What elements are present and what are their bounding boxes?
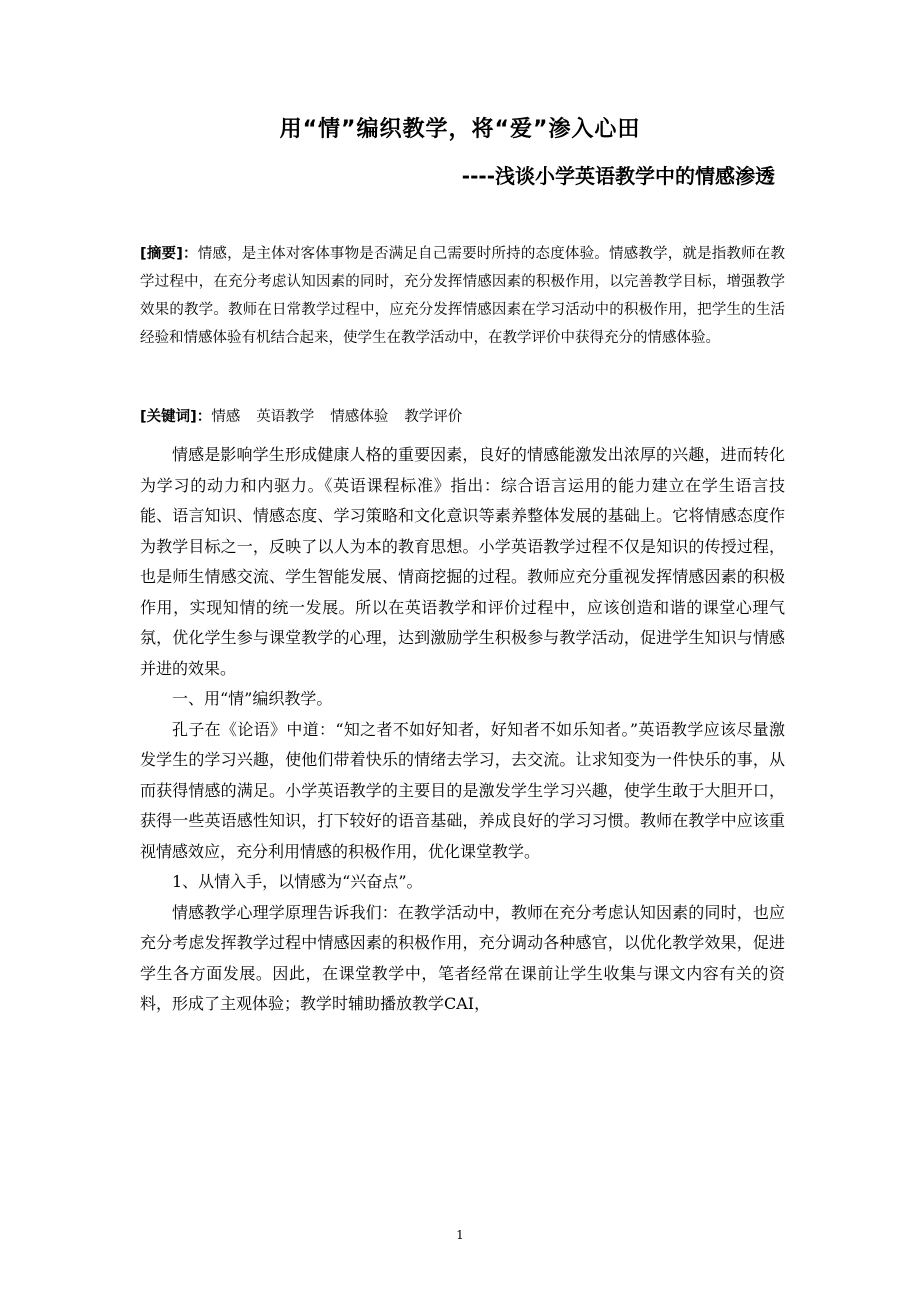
paragraph: 情感教学心理学原理告诉我们：在教学活动中，教师在充分考虑认知因素的同时，也应充分考虑发挥教学过程中情感因素的积极作用，充分调动各种感官，以优化教学效果，促进学生各方面发展。因此，在课堂教学中，笔者经常在课前让学生收集与课文内容有关的资料，形成了主观体验；教学时辅助播放教学CAI， (140, 902, 785, 1013)
keywords-label: [关键词]： (140, 409, 212, 425)
paragraph: 孔子在《论语》中道：“知之者不如好知者，好知者不如乐知者。”英语教学应该尽量激发学生的学习兴趣，使他们带着快乐的情绪去学习，去交流。让求知变为一件快乐的事，从而获得情感的满足。小学英语教学的主要目的是激发学生学习兴趣，使学生敢于大胆开口，获得一些英语感性知识，打下较好的语音基础，养成良好的学习习惯。教师在教学中应该重视情感效应，充分利用情感的积极作用，优化课堂教学。 (140, 719, 785, 861)
keyword: 情感 (211, 409, 241, 425)
keyword: 教学评价 (404, 409, 463, 425)
subsection-heading: 1、从情入手，以情感为“兴奋点”。 (172, 872, 423, 891)
keyword: 英语教学 (256, 409, 315, 425)
paragraph: 情感是影响学生形成健康人格的重要因素，良好的情感能激发出浓厚的兴趣，进而转化为学习的动力和内驱力。《英语课程标准》指出：综合语言运用的能力建立在学生语言技能、语言知识、情感态度、学习策略和文化意识等素养整体发展的基础上。它将情感态度作为教学目标之一，反映了以人为本的教育思想。小学英语教学过程不仅是知识的传授过程，也是师生情感交流、学生智能发展、情商挖掘的过程。教师应充分重视发挥情感因素的积极作用，实现知情的统一发展。所以在英语教学和评价过程中，应该创造和谐的课堂心理气氛，优化学生参与课堂教学的心理，达到激励学生积极参与教学活动，促进学生知识与情感并进的效果。 (140, 445, 785, 678)
abstract-label: [摘要]： (140, 246, 198, 262)
keywords-section (140, 403, 785, 431)
document-title: 用“情”编织教学，将“爱”渗入心田 (279, 117, 641, 142)
section-heading: 一、用“情”编织教学。 (172, 689, 333, 708)
abstract-text: 情感，是主体对客体事物是否满足自己需要时所持的态度体验。情感教学，就是指教师在教学过程中，在充分考虑认知因素的同时，充分发挥情感因素的积极作用，以完善教学目标，增强教学效果的教学。教师在日常教学过程中，应充分发挥情感因素在学习活动中的积极作用，把学生的生活经验和情感体验有机结合起来，使学生在教学活动中，在教学评价中获得充分的情感体验。 (140, 246, 785, 346)
keyword: 情感体验 (330, 409, 389, 425)
document-subtitle: ----浅谈小学英语教学中的情感渗透 (461, 164, 775, 188)
abstract-section (140, 240, 785, 352)
body-text (140, 440, 785, 1020)
page-number: 1 (456, 1228, 464, 1242)
